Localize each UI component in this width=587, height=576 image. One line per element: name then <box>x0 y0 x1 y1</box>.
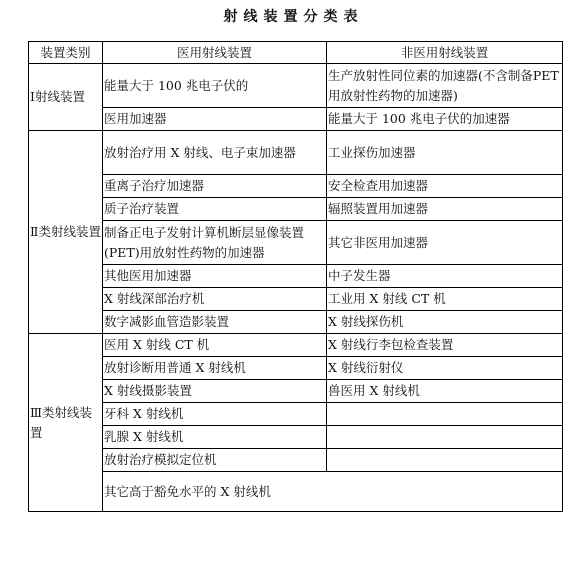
header-category: 装置类别 <box>29 42 103 64</box>
non-medical-cell: 生产放射性同位素的加速器(不含制备PET 用放射性药物的加速器) <box>327 64 563 108</box>
medical-cell: 医用 X 射线 CT 机 <box>103 334 327 357</box>
table-row <box>29 175 563 198</box>
table-row <box>29 334 563 357</box>
non-medical-cell: 安全检查用加速器 <box>327 175 563 198</box>
non-medical-cell: X 射线衍射仪 <box>327 357 563 380</box>
table-row <box>29 108 563 131</box>
table-row <box>29 131 563 175</box>
table-row <box>29 380 563 403</box>
table-row <box>29 265 563 288</box>
table-row <box>29 198 563 221</box>
medical-cell: 重离子治疗加速器 <box>103 175 327 198</box>
medical-cell: 能量大于 100 兆电子伏的 <box>103 64 327 108</box>
non-medical-cell <box>327 426 563 449</box>
medical-cell: 放射诊断用普通 X 射线机 <box>103 357 327 380</box>
header-medical: 医用射线装置 <box>103 42 327 64</box>
non-medical-cell <box>327 449 563 472</box>
page-title: 射线装置分类表 <box>223 9 364 25</box>
medical-cell: 数字减影血管造影装置 <box>103 311 327 334</box>
medical-cell: 乳腺 X 射线机 <box>103 426 327 449</box>
medical-cell: 其他医用加速器 <box>103 265 327 288</box>
header-non-medical: 非医用射线装置 <box>327 42 563 64</box>
table-row <box>29 64 563 108</box>
non-medical-cell: 其它非医用加速器 <box>327 221 563 265</box>
table-row <box>29 357 563 380</box>
medical-cell: 医用加速器 <box>103 108 327 131</box>
category-class-1: Ⅰ射线装置 <box>29 64 103 131</box>
medical-cell: X 射线深部治疗机 <box>103 288 327 311</box>
table-row <box>29 288 563 311</box>
medical-cell: 质子治疗装置 <box>103 198 327 221</box>
table-row <box>29 449 563 472</box>
table-row <box>29 311 563 334</box>
table-row <box>29 426 563 449</box>
non-medical-cell <box>327 403 563 426</box>
medical-cell: 牙科 X 射线机 <box>103 403 327 426</box>
non-medical-cell: X 射线行李包检查装置 <box>327 334 563 357</box>
category-class-2: Ⅱ类射线装置 <box>29 131 103 334</box>
non-medical-cell: 兽医用 X 射线机 <box>327 380 563 403</box>
table-header-row <box>29 42 563 64</box>
table-row <box>29 472 563 512</box>
medical-cell: 其它高于豁免水平的 X 射线机 <box>103 472 563 512</box>
table-row <box>29 221 563 265</box>
medical-cell: 放射治疗用 X 射线、电子束加速器 <box>103 131 327 175</box>
non-medical-cell: X 射线探伤机 <box>327 311 563 334</box>
table-row <box>29 403 563 426</box>
medical-cell: 制备正电子发射计算机断层显像装置(PET)用放射性药物的加速器 <box>103 221 327 265</box>
non-medical-cell: 工业用 X 射线 CT 机 <box>327 288 563 311</box>
medical-cell: 放射治疗模拟定位机 <box>103 449 327 472</box>
classification-table <box>28 41 563 512</box>
non-medical-cell: 辐照装置用加速器 <box>327 198 563 221</box>
category-class-3: Ⅲ类射线装置 <box>29 334 103 512</box>
non-medical-cell: 中子发生器 <box>327 265 563 288</box>
non-medical-cell: 能量大于 100 兆电子伏的加速器 <box>327 108 563 131</box>
non-medical-cell: 工业探伤加速器 <box>327 131 563 175</box>
medical-cell: X 射线摄影装置 <box>103 380 327 403</box>
